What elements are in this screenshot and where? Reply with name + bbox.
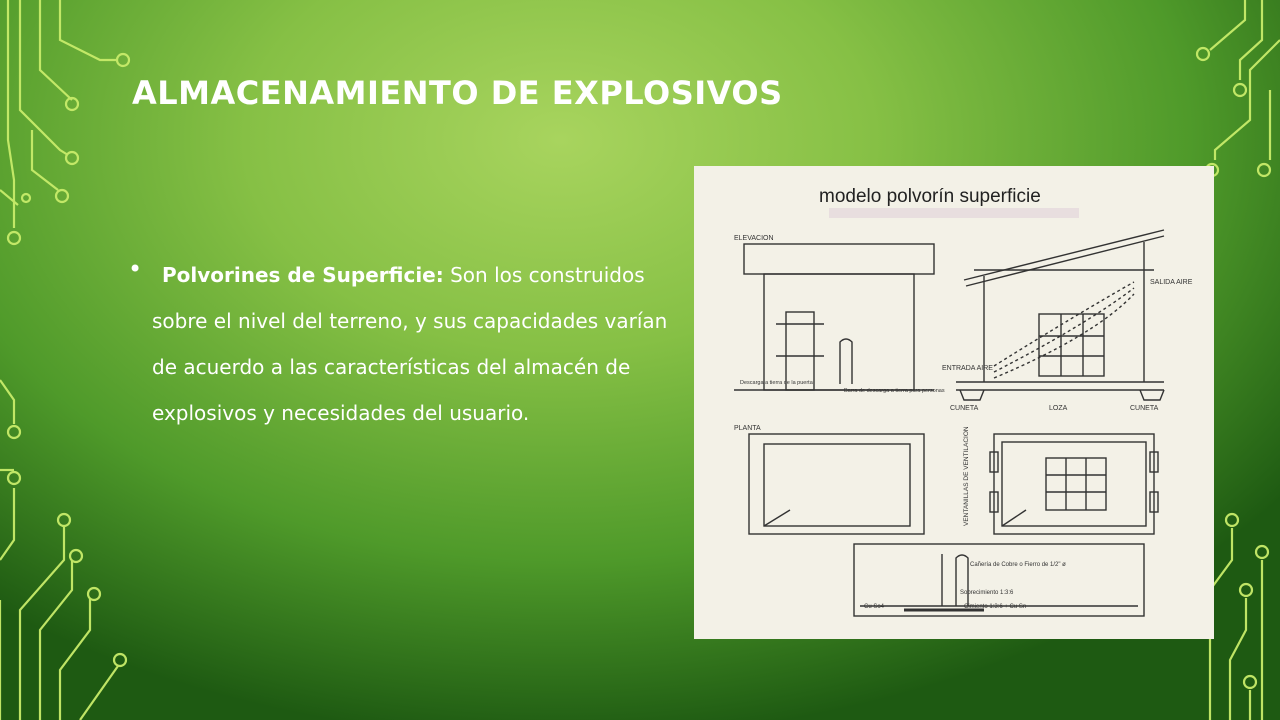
bullet-icon: • bbox=[128, 255, 143, 283]
figure-title: modelo polvorín superficie bbox=[819, 186, 1041, 207]
label-salida-aire: SALIDA AIRE bbox=[1150, 279, 1193, 286]
slide-title: ALMACENAMIENTO DE EXPLOSIVOS bbox=[132, 74, 783, 112]
label-planta: PLANTA bbox=[734, 425, 761, 432]
label-cuneta-left: CUNETA bbox=[950, 405, 979, 412]
label-cuneta-right: CUNETA bbox=[1130, 405, 1159, 412]
label-caneria: Cañería de Cobre o Fierro de 1/2" ø bbox=[970, 562, 1066, 568]
bullet-text bbox=[128, 252, 668, 436]
label-barra-descarga: Barra de descarga a tierra para personas bbox=[844, 388, 945, 394]
label-ventanillas: VENTANILLAS DE VENTILACION bbox=[963, 426, 970, 526]
label-elevacion: ELEVACION bbox=[734, 235, 774, 242]
label-cu-so4: Cu So4 bbox=[864, 604, 885, 610]
bullet-body: Son los construidos sobre el nivel del terreno, y sus capacidades varían de acuerdo a las características del almacén de explosivos y necesidades del usuario. bbox=[152, 263, 668, 425]
title-highlight bbox=[829, 208, 1079, 218]
label-entrada-aire: ENTRADA AIRE bbox=[942, 365, 993, 372]
polvorin-drawing bbox=[694, 166, 1214, 639]
label-loza: LOZA bbox=[1049, 405, 1068, 412]
label-sobrecimiento: Sobrecimiento 1:3:6 bbox=[960, 590, 1014, 596]
label-cimiento: Cimiento 1:3:6 + Cu Sn bbox=[964, 604, 1027, 610]
label-descarga-puerta: Descarga a tierra de la puerta bbox=[740, 380, 813, 386]
bullet-lead: Polvorines de Superficie: bbox=[162, 263, 444, 287]
bullet-item bbox=[128, 252, 668, 436]
polvorin-drawing-image bbox=[694, 166, 1214, 639]
